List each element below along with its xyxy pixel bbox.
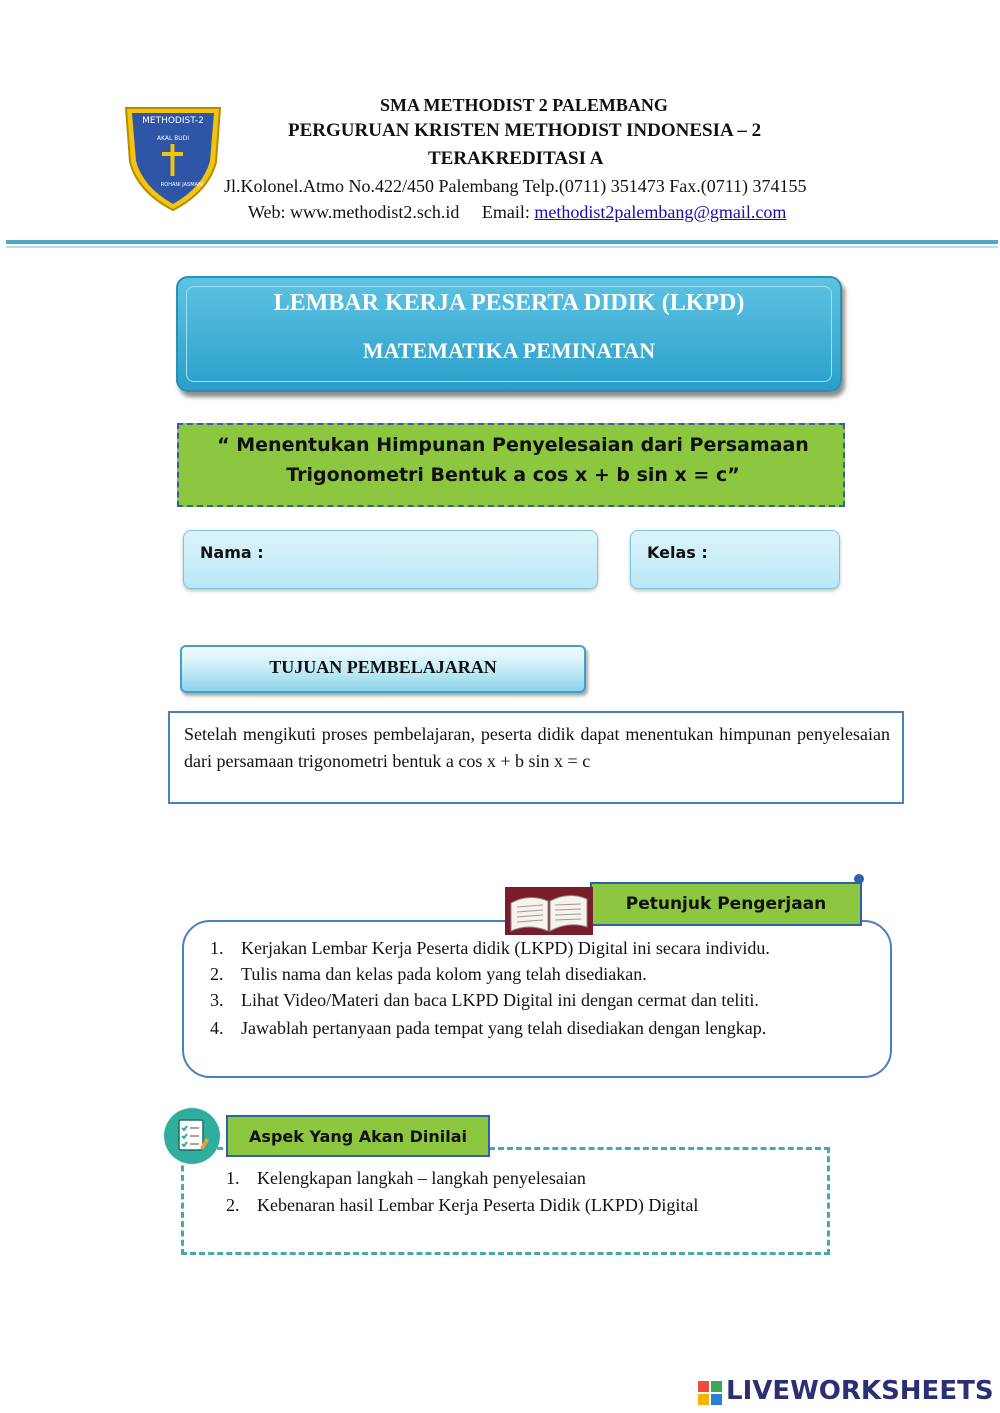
assessment-item: 1. Kelengkapan langkah – langkah penyelesaian [226, 1168, 586, 1188]
lkpd-title: LEMBAR KERJA PESERTA DIDIK (LKPD) [273, 290, 745, 316]
objective-heading-text: TUJUAN PEMBELAJARAN [269, 657, 497, 677]
school-address: Jl.Kolonel.Atmo No.422/450 Palembang Telp.(0711) 351473 Fax.(0711) 374155 [224, 176, 807, 196]
objective-heading [180, 645, 586, 693]
email-label: Email: [481, 202, 530, 222]
instruction-item: 1. Kerjakan Lembar Kerja Peserta didik (LKPD) Digital ini secara individu. [210, 938, 770, 958]
topic-box [177, 423, 845, 507]
organization-name: PERGURUAN KRISTEN METHODIST INDONESIA – 2 [288, 120, 762, 141]
svg-text:ROHANI JASMANI: ROHANI JASMANI [160, 182, 204, 188]
school-name: SMA METHODIST 2 PALEMBANG [380, 95, 668, 115]
checklist-icon [164, 1108, 220, 1164]
assessment-heading-text: Aspek Yang Akan Dinilai [249, 1127, 467, 1146]
contact-line [248, 202, 786, 223]
header-divider [6, 240, 998, 244]
lkpd-banner [176, 276, 842, 392]
liveworksheets-logo-icon [698, 1381, 722, 1405]
website: Web: www.methodist2.sch.id [248, 202, 460, 222]
class-field[interactable] [630, 530, 840, 589]
accreditation: TERAKREDITASI A [428, 148, 604, 169]
topic-line-2: Trigonometri Bentuk a cos x + b sin x = c” [286, 464, 740, 486]
liveworksheets-brand: LIVEWORKSHEETS [726, 1376, 994, 1406]
email-link[interactable]: methodist2palembang@gmail.com [534, 202, 787, 222]
instruction-item: 4. Jawablah pertanyaan pada tempat yang telah disediakan dengan lengkap. [210, 1018, 767, 1038]
assessment-item: 2. Kebenaran hasil Lembar Kerja Peserta Didik (LKPD) Digital [226, 1195, 699, 1215]
class-label: Kelas : [647, 543, 708, 562]
topic-line-1: “ Menentukan Himpunan Penyelesaian dari Persamaan [217, 434, 809, 456]
open-book-icon [503, 885, 595, 937]
assessment-heading [226, 1115, 490, 1157]
name-field[interactable] [183, 530, 598, 589]
objective-text: Setelah mengikuti proses pembelajaran, peserta didik dapat menentukan himpunan penyelesaian dari persamaan trigonometri bentuk a cos x + b sin x = c [184, 724, 890, 771]
instruction-item: 2. Tulis nama dan kelas pada kolom yang telah disediakan. [210, 964, 647, 984]
instruction-item: 3. Lihat Video/Materi dan baca LKPD Digital ini dengan cermat dan teliti. [210, 990, 759, 1010]
objective-box [168, 711, 904, 804]
subject-title: MATEMATIKA PEMINATAN [362, 338, 656, 363]
name-label: Nama : [200, 543, 264, 562]
svg-text:METHODIST-2: METHODIST-2 [142, 116, 204, 126]
header-divider-light [6, 246, 998, 248]
svg-text:AKAL BUDI: AKAL BUDI [156, 135, 190, 142]
instructions-heading [590, 882, 862, 926]
school-logo [122, 100, 224, 212]
instructions-heading-text: Petunjuk Pengerjaan [625, 894, 827, 914]
